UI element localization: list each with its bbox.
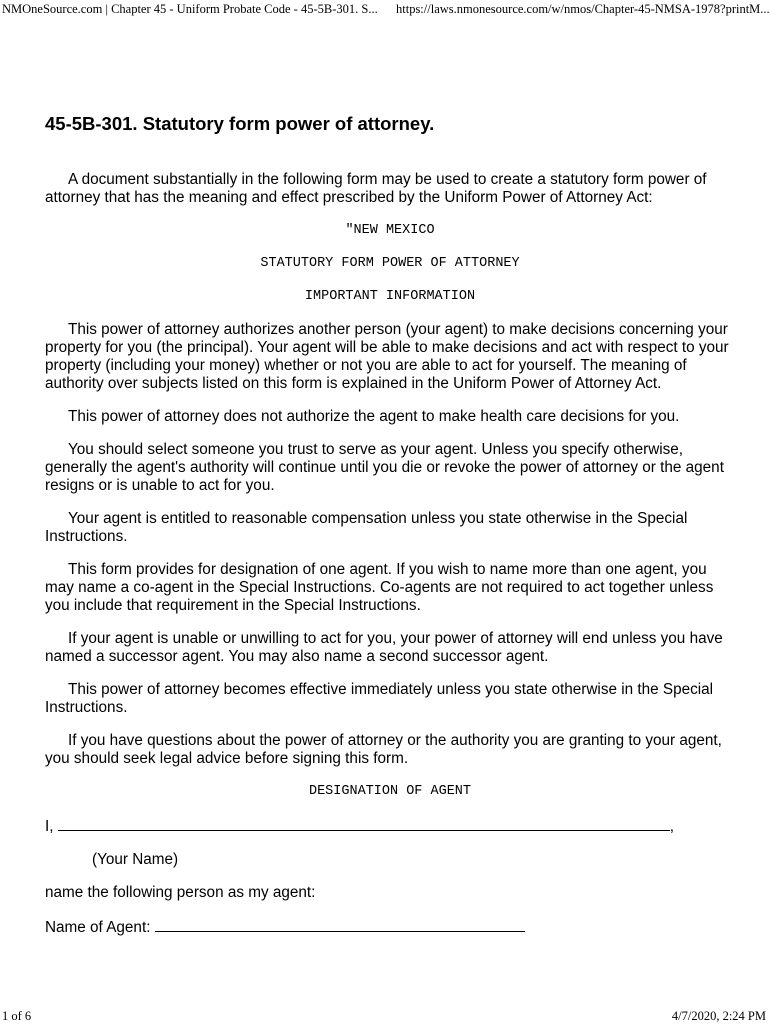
agent-name-line	[45, 917, 735, 937]
paragraph-successor-agent: If your agent is unable or unwilling to act for you, your power of attorney will end unless you have named a successor agent. You may also name a second successor agent.	[45, 630, 723, 665]
paragraph-effective: This power of attorney becomes effective immediately unless you state otherwise in the Special Instructions.	[45, 681, 714, 716]
print-header-title: NMOneSource.com | Chapter 45 - Uniform Probate Code - 45-5B-301. S...	[2, 2, 378, 16]
agent-name-blank	[155, 917, 525, 932]
print-footer	[0, 1008, 770, 1024]
principal-prefix: I,	[45, 818, 54, 835]
heading-designation-of-agent: DESIGNATION OF AGENT	[308, 784, 472, 799]
heading-important-information: IMPORTANT INFORMATION	[304, 289, 476, 304]
paragraph-select-agent: You should select someone you trust to serve as your agent. Unless you specify otherwise, generally the agent's authority will continue until you die or revoke the power of attorney or the agent resigns or is unable to act for you.	[45, 441, 724, 494]
heading-form-title: STATUTORY FORM POWER OF ATTORNEY	[260, 256, 520, 271]
print-datetime: 4/7/2020, 2:24 PM	[671, 1009, 766, 1023]
your-name-caption: (Your Name)	[92, 851, 179, 868]
paragraph-legal-advice: If you have questions about the power of attorney or the authority you are granting to your agent, you should seek legal advice before signing this form.	[45, 732, 722, 767]
principal-name-blank	[58, 816, 670, 831]
name-following-text: name the following person as my agent:	[45, 884, 316, 901]
print-header-url: https://laws.nmonesource.com/w/nmos/Chapter-45-NMSA-1978?printM...	[396, 2, 770, 16]
print-header	[0, 0, 770, 20]
page-number: 1 of 6	[2, 1009, 32, 1023]
principal-name-line	[45, 816, 735, 836]
paragraph-authorization: This power of attorney authorizes another person (your agent) to make decisions concerning your property for you (the principal). Your agent will be able to make decisions and act with respect to your property (including your money) whether or not you are able to act for yourself. The meaning of authority over subjects listed on this form is explained in the Uniform Power of Attorney Act.	[45, 321, 729, 392]
intro-paragraph: A document substantially in the following form may be used to create a statutory form power of attorney that has the meaning and effect prescribed by the Uniform Power of Attorney Act:	[45, 171, 707, 206]
heading-state: "NEW MEXICO	[345, 223, 435, 238]
principal-suffix: ,	[669, 818, 674, 835]
document-body	[45, 112, 735, 952]
agent-name-label: Name of Agent:	[45, 919, 151, 936]
paragraph-co-agent: This form provides for designation of one agent. If you wish to name more than one agent, you may name a co-agent in the Special Instructions. Co-agents are not required to act together unless you include that requirement in the Special Instructions.	[45, 561, 714, 614]
paragraph-compensation: Your agent is entitled to reasonable compensation unless you state otherwise in the Special Instructions.	[45, 510, 688, 545]
page-title: 45-5B-301. Statutory form power of attorney.	[45, 113, 435, 134]
paragraph-health-care: This power of attorney does not authorize the agent to make health care decisions for you.	[68, 408, 680, 425]
